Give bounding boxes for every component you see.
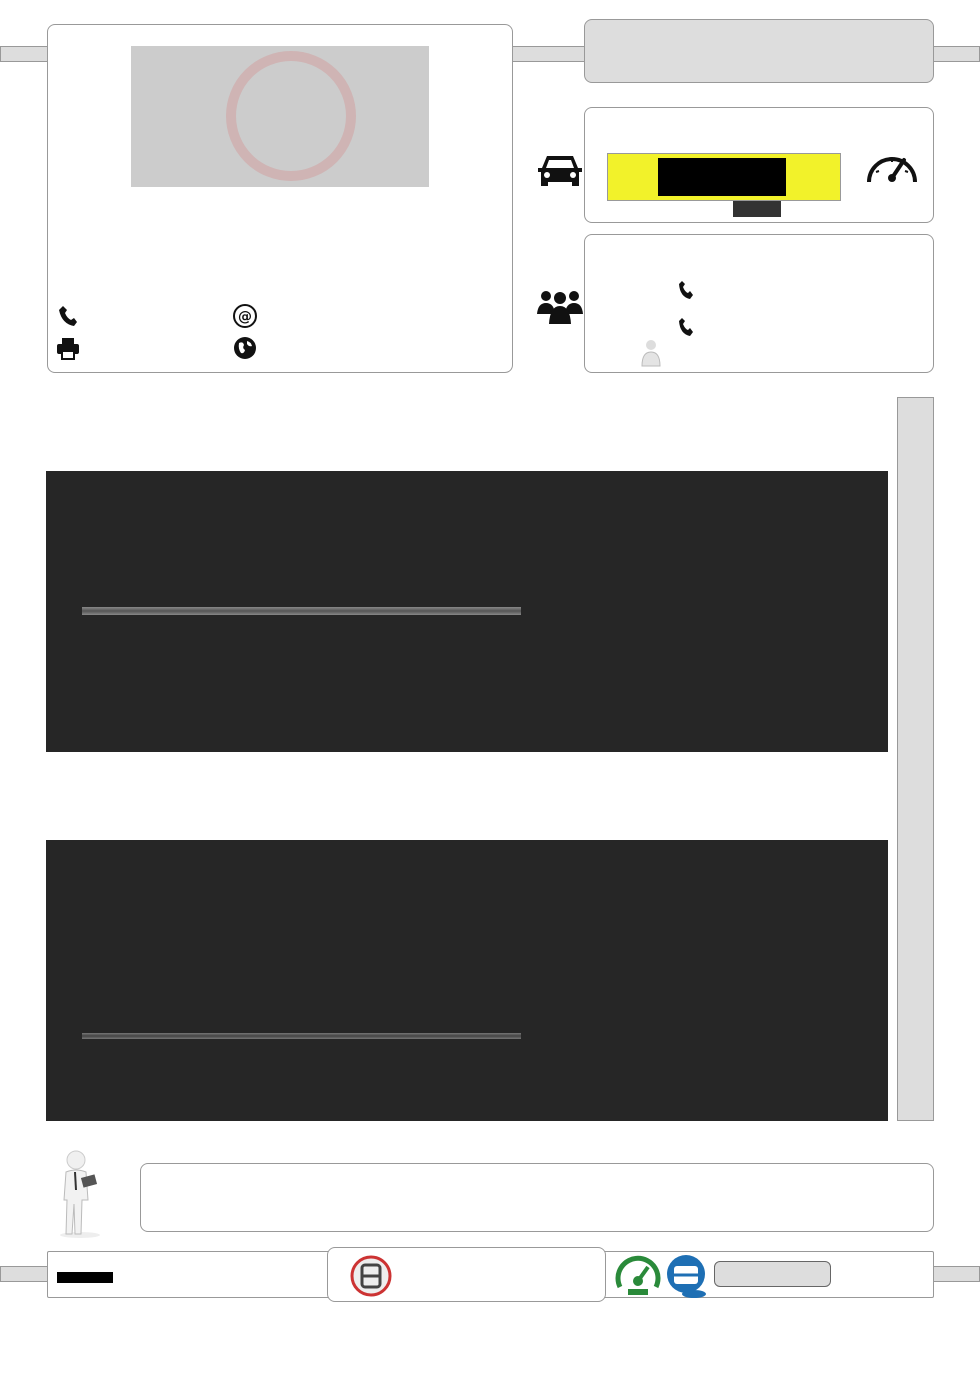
side-view-points bbox=[46, 840, 888, 1121]
database-icon bbox=[664, 1254, 710, 1300]
people-icon bbox=[536, 290, 584, 326]
report-id-sidebar bbox=[897, 397, 934, 1121]
operator-icon bbox=[639, 339, 663, 367]
logo-watermark bbox=[226, 51, 356, 181]
fax-icon bbox=[56, 336, 80, 360]
globe-icon bbox=[233, 336, 257, 360]
vehicle-box bbox=[584, 107, 934, 223]
phone-icon bbox=[58, 305, 78, 327]
vin-tail-redaction bbox=[733, 201, 781, 217]
people-box bbox=[584, 234, 934, 373]
odometer-icon bbox=[864, 148, 920, 188]
celette-logo-icon bbox=[350, 1255, 392, 1297]
technician-figure-icon bbox=[52, 1150, 108, 1238]
vin-field bbox=[607, 153, 841, 201]
header-bar-left bbox=[0, 46, 48, 62]
svg-text:@: @ bbox=[238, 309, 252, 325]
footer-bar-right bbox=[932, 1266, 980, 1282]
header-bar-middle bbox=[512, 46, 586, 62]
top-view-panel bbox=[46, 471, 888, 752]
top-view-points bbox=[46, 471, 888, 752]
comments-field[interactable] bbox=[140, 1163, 934, 1232]
footer-report-id bbox=[714, 1261, 831, 1287]
applicant-phone-icon bbox=[678, 280, 694, 300]
footer-bar-left bbox=[0, 1266, 48, 1282]
header-bar-right bbox=[932, 46, 980, 62]
vin-redaction bbox=[658, 158, 786, 196]
email-icon bbox=[233, 304, 257, 328]
brand-box bbox=[327, 1247, 606, 1302]
side-view-panel bbox=[46, 840, 888, 1121]
report-title bbox=[584, 19, 934, 83]
footer-redaction bbox=[57, 1272, 113, 1283]
logo-placeholder[interactable] bbox=[131, 46, 429, 187]
shop-info-box bbox=[47, 24, 513, 373]
car-icon bbox=[537, 152, 583, 192]
measure-gauge-icon bbox=[614, 1253, 662, 1297]
insurance-phone-icon bbox=[678, 317, 694, 337]
vehicle-model bbox=[673, 116, 683, 130]
